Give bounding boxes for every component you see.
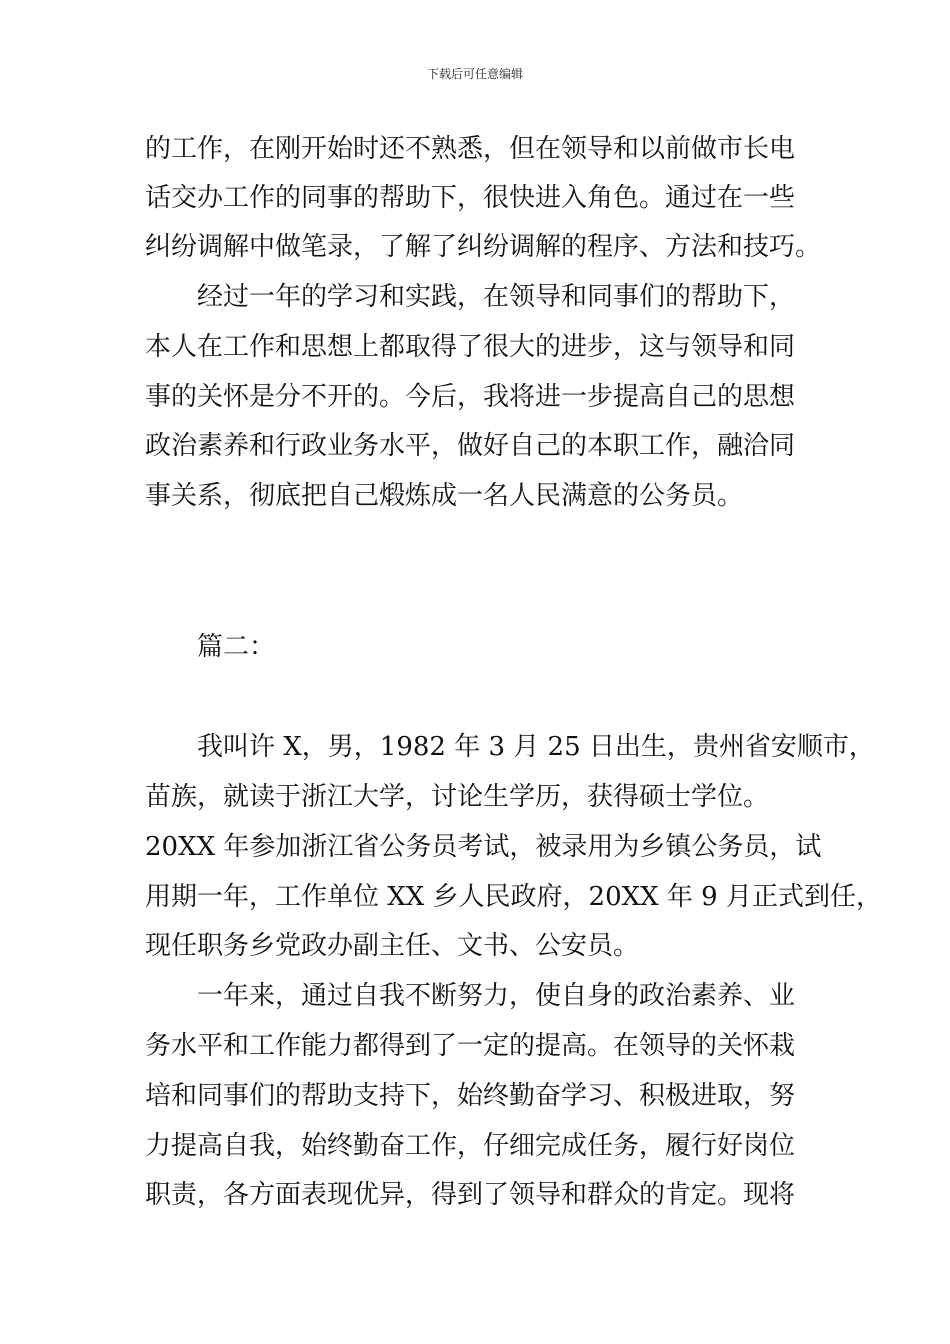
- text-line: 用期一年，工作单位 XX 乡人民政府，20XX 年 9 月正式到任，: [145, 882, 882, 912]
- page-header: 下载后可任意编辑: [426, 67, 523, 81]
- paragraph-first-line: 经过一年的学习和实践，在领导和同事们的帮助下，: [197, 282, 796, 312]
- text-line: 纠纷调解中做笔录，了解了纠纷调解的程序、方法和技巧。: [145, 232, 822, 262]
- text-line: 政治素养和行政业务水平，做好自己的本职工作，融洽同: [145, 431, 796, 461]
- paragraph-first-line: 一年来，通过自我不断努力，使自身的政治素养、业: [197, 981, 796, 1011]
- text-line: 的工作，在刚开始时还不熟悉，但在领导和以前做市长电: [145, 134, 796, 164]
- text-line: 培和同事们的帮助支持下，始终勤奋学习、积极进取，努: [145, 1081, 796, 1111]
- text-line: 20XX 年参加浙江省公务员考试，被录用为乡镇公务员，试: [145, 832, 822, 862]
- section-heading: 篇二：: [197, 632, 276, 662]
- text-line: 职责，各方面表现优异，得到了领导和群众的肯定。现将: [145, 1180, 796, 1210]
- text-line: 苗族，就读于浙江大学，讨论生学历，获得硕士学位。: [145, 782, 770, 812]
- text-line: 务水平和工作能力都得到了一定的提高。在领导的关怀栽: [145, 1031, 796, 1061]
- text-line: 事的关怀是分不开的。今后，我将进一步提高自己的思想: [145, 382, 796, 412]
- text-line: 本人在工作和思想上都取得了很大的进步，这与领导和同: [145, 332, 796, 362]
- text-line: 话交办工作的同事的帮助下，很快进入角色。通过在一些: [145, 183, 796, 213]
- text-line: 事关系，彻底把自己煅炼成一名人民满意的公务员。: [145, 481, 744, 511]
- text-line: 力提高自我，始终勤奋工作，仔细完成任务，履行好岗位: [145, 1131, 796, 1161]
- text-line: 现任职务乡党政办副主任、文书、公安员。: [145, 931, 640, 961]
- paragraph-first-line: 我叫许 X，男，1982 年 3 月 25 日出生，贵州省安顺市，: [197, 732, 875, 762]
